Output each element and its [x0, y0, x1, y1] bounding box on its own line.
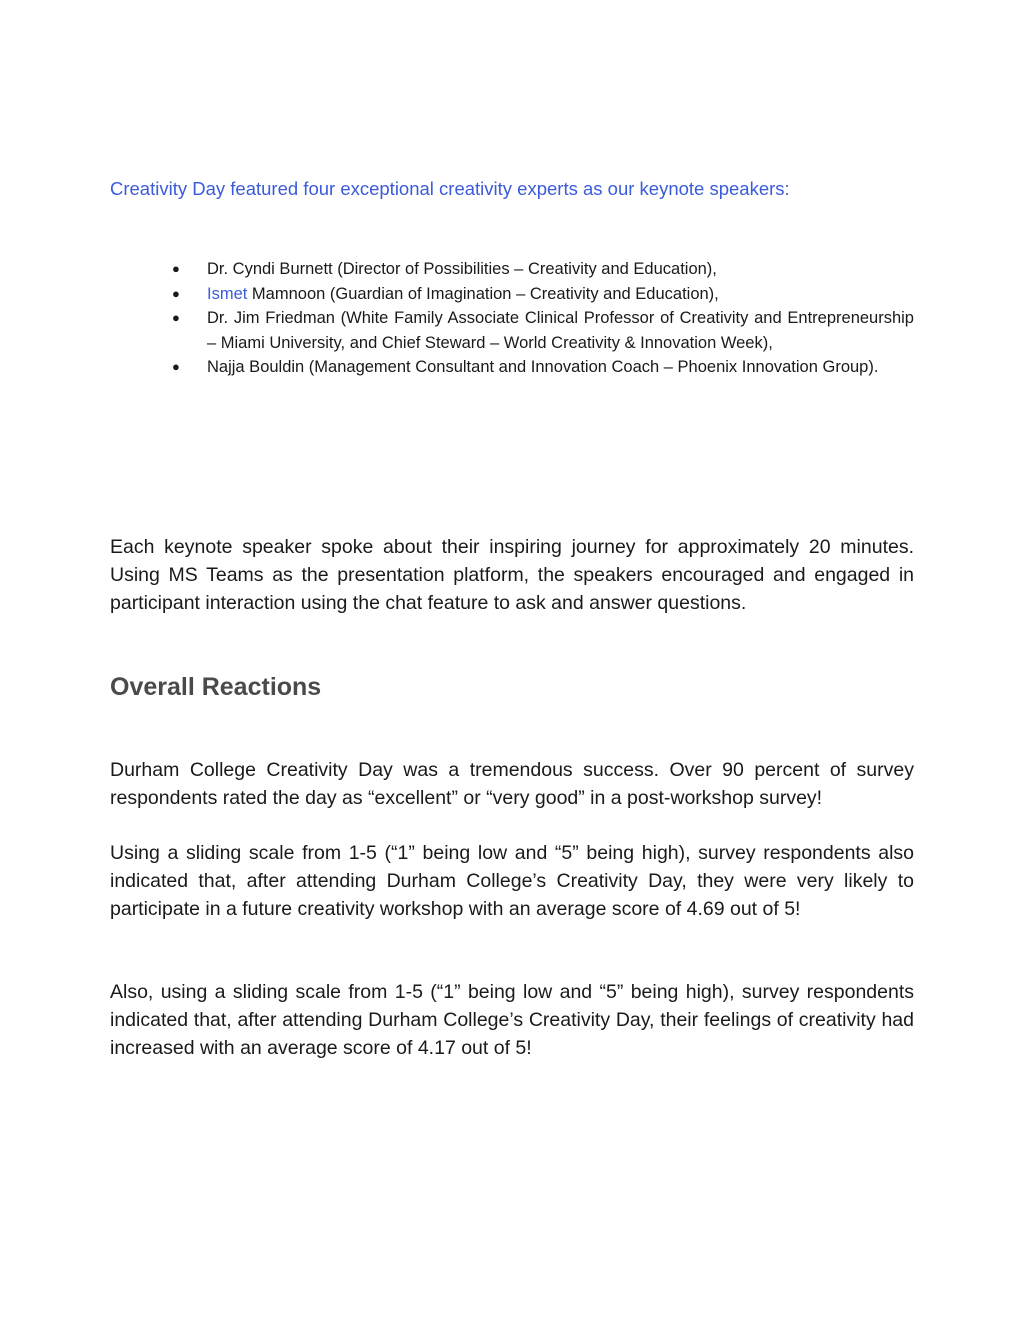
speaker-text: Dr. Cyndi Burnett (Director of Possibilities – Creativity and Education), — [207, 260, 717, 278]
speaker-text: Mamnoon (Guardian of Imagination – Creativity and Education), — [247, 284, 719, 303]
workshop-likelihood-paragraph: Using a sliding scale from 1-5 (“1” being low and “5” being high), survey respondents also indicated that, after attending Durham College’s Creativity Day, they were very likely to participate in a future creativity workshop with an average score of 4.69 out of 5! — [110, 842, 914, 920]
speaker-text: Dr. Jim Friedman (White Family Associate Clinical Professor of Creativity and Entrepreneurship – Miami University, and Chief Steward – World Creativity & Innovation Week), — [207, 309, 914, 352]
list-item — [166, 257, 914, 282]
list-item — [166, 306, 914, 355]
keynote-paragraph: Each keynote speaker spoke about their inspiring journey for approximately 20 minutes. Using MS Teams as the presentation platform, the speakers encouraged and engaged in participant interaction using the chat feature to ask and answer questions. — [110, 536, 914, 614]
keynote-speaker-list — [166, 257, 914, 380]
bullet-icon: ● — [172, 285, 180, 301]
bullet-icon: ● — [172, 359, 180, 374]
speaker-text: Najja Bouldin (Management Consultant and Innovation Coach – Phoenix Innovation Group). — [207, 358, 879, 376]
bullet-icon: ● — [172, 261, 180, 276]
speaker-highlight-name: Ismet — [207, 284, 248, 303]
list-item — [166, 282, 914, 307]
creativity-feelings-paragraph: Also, using a sliding scale from 1-5 (“1” being low and “5” being high), survey respondents indicated that, after attending Durham College’s Creativity Day, their feelings of creativity had increased with an average score of 4.17 out of 5! — [110, 981, 914, 1059]
intro-text: Creativity Day featured four exceptional creativity experts as our keynote speakers: — [110, 178, 790, 199]
list-item — [166, 355, 914, 380]
section-heading: Overall Reactions — [110, 673, 322, 701]
bullet-icon: ● — [172, 310, 180, 325]
success-paragraph: Durham College Creativity Day was a tremendous success. Over 90 percent of survey respondents rated the day as “excellent” or “very good” in a post-workshop survey! — [110, 759, 914, 809]
